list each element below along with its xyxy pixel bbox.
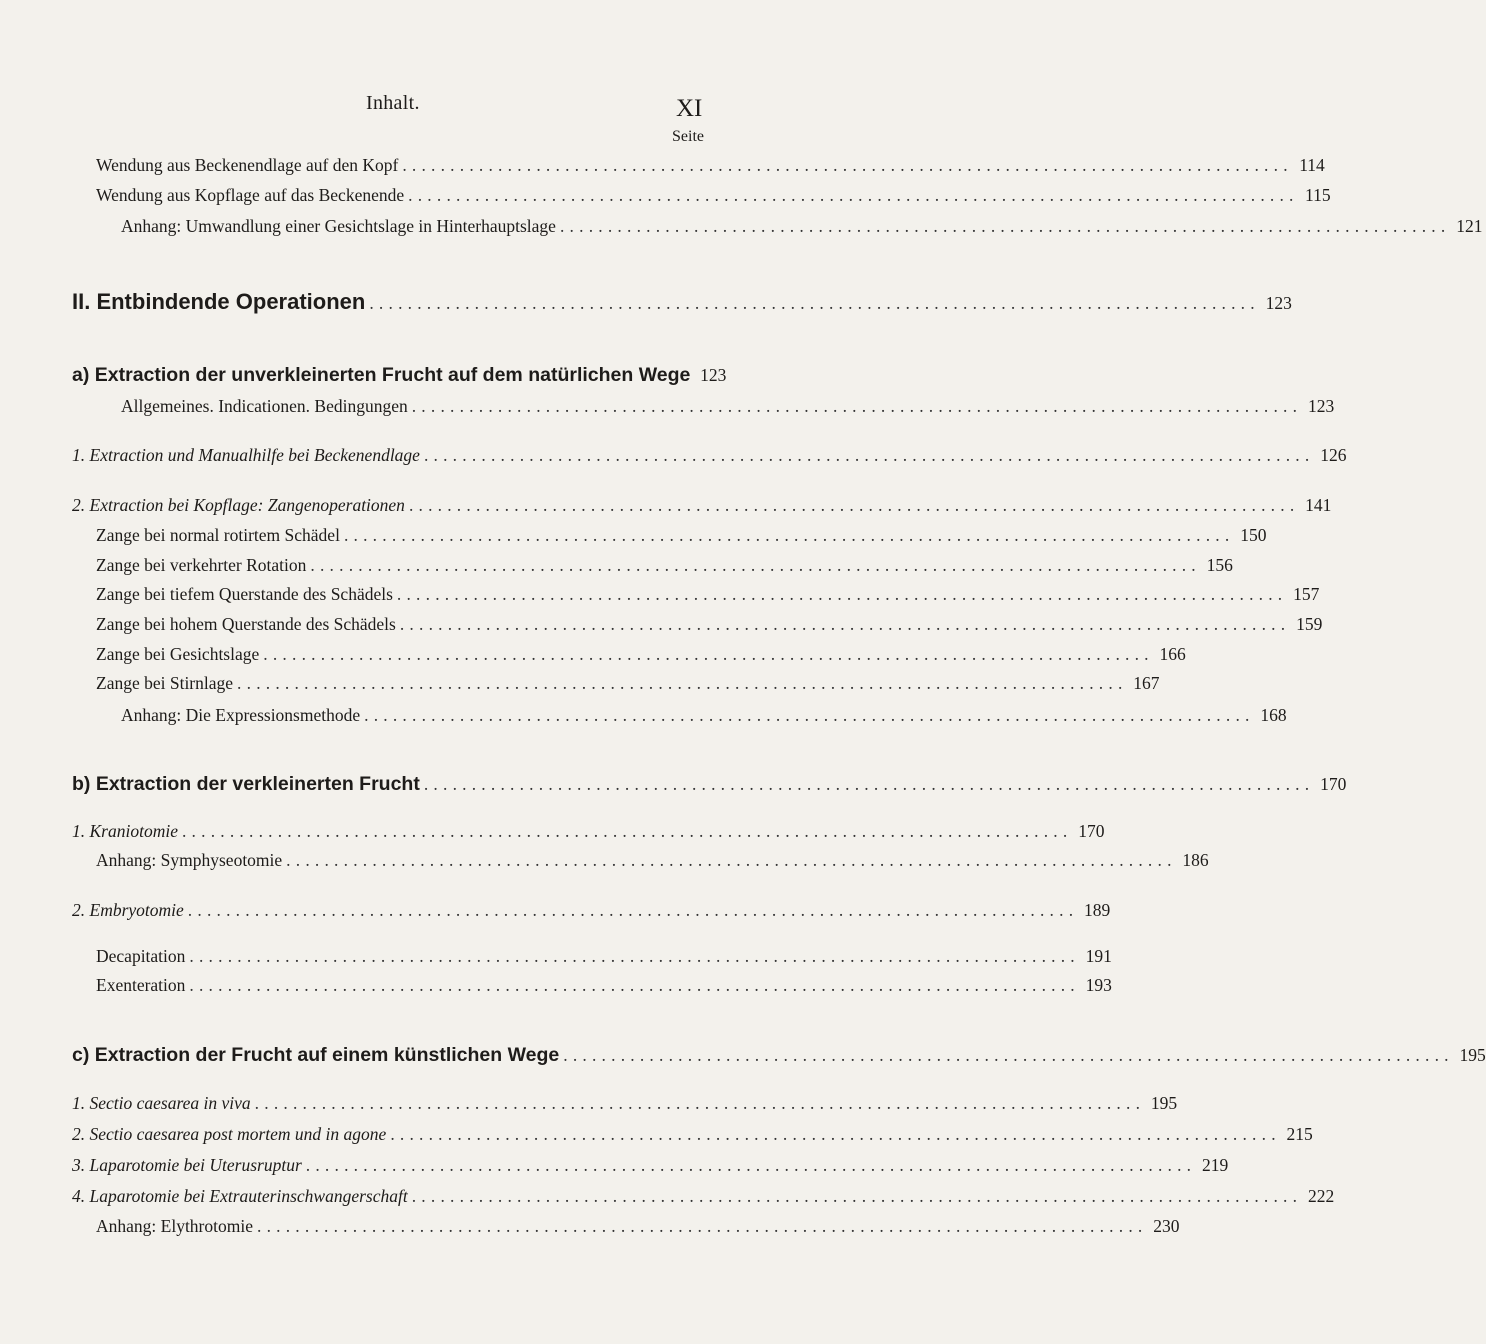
- toc-entry-text: Zange bei verkehrter Rotation: [96, 555, 307, 575]
- dot-leader: .............................................................................................: [411, 396, 1303, 416]
- dot-leader: .............................................................................................: [396, 584, 1288, 604]
- toc-entry-page: 222: [1307, 1186, 1335, 1206]
- dot-leader: .............................................................................................: [310, 555, 1201, 575]
- dot-leader: .............................................................................................: [254, 1093, 1146, 1113]
- dot-leader: .............................................................................................: [343, 525, 1235, 545]
- toc-entry-text: 3. Laparotomie bei Uterusruptur: [72, 1155, 302, 1175]
- toc-entry-page: 114: [1299, 155, 1325, 175]
- toc-entry: [121, 396, 1335, 417]
- toc-entry-page: 215: [1286, 1124, 1313, 1144]
- page-column-label: Seite: [672, 128, 704, 145]
- toc-entry-text: Wendung aus Kopflage auf das Beckenende: [96, 185, 405, 205]
- toc-entry-page: 156: [1206, 555, 1233, 575]
- toc-entry-text: Anhang: Umwandlung einer Gesichtslage in Hinterhauptslage: [121, 216, 556, 236]
- toc-entry-text: a) Extraction der unverkleinerten Frucht auf dem natürlichen Wege: [72, 364, 691, 386]
- dot-leader: .............................................................................................: [563, 1045, 1454, 1065]
- toc-section-heading: [72, 289, 1292, 315]
- dot-leader: .............................................................................................: [305, 1155, 1197, 1175]
- toc-entry-page: 166: [1159, 644, 1186, 664]
- toc-entry-page: 191: [1085, 946, 1112, 966]
- toc-entry: [96, 525, 1267, 546]
- toc-entry: [96, 584, 1320, 605]
- dot-leader: .............................................................................................: [189, 946, 1080, 966]
- toc-entry: [72, 821, 1105, 842]
- toc-entry-text: 1. Sectio caesarea in viva: [72, 1093, 251, 1113]
- toc-entry: [96, 850, 1209, 871]
- toc-entry-page: 121: [1456, 216, 1483, 236]
- dot-leader: .............................................................................................: [408, 185, 1299, 205]
- toc-entry: [96, 975, 1112, 996]
- toc-entry: [72, 495, 1332, 516]
- toc-entry-text: b) Extraction der verkleinerten Frucht: [72, 773, 420, 795]
- dot-leader: .............................................................................................: [189, 975, 1080, 995]
- toc-entry-text: Anhang: Elythrotomie: [96, 1216, 253, 1236]
- toc-entry-page: 168: [1260, 705, 1287, 725]
- toc-entry-page: 123: [1307, 396, 1335, 416]
- toc-entry-text: 2. Embryotomie: [72, 900, 184, 920]
- toc-entry-page: 170: [1078, 821, 1105, 841]
- running-header-title: Inhalt.: [366, 92, 420, 114]
- dot-leader: .............................................................................................: [181, 821, 1073, 841]
- toc-entry: [72, 1093, 1178, 1114]
- toc-entry: [121, 216, 1483, 237]
- toc-entry: [96, 644, 1186, 665]
- toc-entry-page: 219: [1202, 1155, 1229, 1175]
- dot-leader: .............................................................................................: [286, 850, 1177, 870]
- dot-leader: .............................................................................................: [364, 705, 1255, 725]
- toc-entry-text: Zange bei Gesichtslage: [96, 644, 260, 664]
- dot-leader: .............................................................................................: [187, 900, 1079, 920]
- toc-entry-page: 157: [1293, 584, 1320, 604]
- toc-entry-page: 150: [1240, 525, 1267, 545]
- toc-entry: [96, 1216, 1180, 1237]
- toc-entry: [96, 614, 1323, 635]
- toc-entry: [96, 155, 1325, 176]
- toc-entry-text: 1. Kraniotomie: [72, 821, 178, 841]
- dot-leader: .............................................................................................: [390, 1124, 1281, 1144]
- toc-entry: [96, 185, 1331, 206]
- toc-entry-text: 2. Sectio caesarea post mortem und in agone: [72, 1124, 387, 1144]
- dot-leader: .............................................................................................: [423, 445, 1315, 465]
- dot-leader: .............................................................................................: [237, 673, 1128, 693]
- toc-entry-text: Allgemeines. Indicationen. Bedingungen: [121, 396, 408, 416]
- toc-entry-text: Zange bei normal rotirtem Schädel: [96, 525, 340, 545]
- toc-entry: [96, 946, 1112, 967]
- toc-entry-page: 193: [1085, 975, 1112, 995]
- dot-leader: .............................................................................................: [402, 155, 1293, 175]
- toc-entry-page: 123: [1265, 293, 1292, 313]
- toc-entry-text: Zange bei Stirnlage: [96, 673, 234, 693]
- toc-entry-text: Anhang: Symphyseotomie: [96, 850, 283, 870]
- toc-entry: [72, 1155, 1229, 1176]
- toc-entry-text: Zange bei tiefem Querstande des Schädels: [96, 584, 393, 604]
- toc-entry-page: 230: [1153, 1216, 1180, 1236]
- toc-entry-text: Wendung aus Beckenendlage auf den Kopf: [96, 155, 399, 175]
- page-number: XI: [676, 95, 703, 122]
- toc-entry-text: 2. Extraction bei Kopflage: Zangenoperationen: [72, 495, 405, 515]
- toc-entry-page: 167: [1133, 673, 1160, 693]
- toc-entry-page: 186: [1182, 850, 1209, 870]
- dot-leader: .............................................................................................: [408, 495, 1300, 515]
- toc-entry-text: Exenteration: [96, 975, 186, 995]
- dot-leader: .............................................................................................: [423, 774, 1315, 794]
- toc-entry-page: 141: [1305, 495, 1332, 515]
- toc-entry-page: 170: [1320, 774, 1347, 794]
- dot-leader: .............................................................................................: [369, 293, 1260, 313]
- toc-entry: [96, 673, 1160, 694]
- toc-entry-page: 115: [1305, 185, 1331, 205]
- toc-entry: [96, 555, 1233, 576]
- toc-entry: [72, 900, 1111, 921]
- toc-entry-page: 195: [1459, 1045, 1486, 1065]
- toc-entry: [72, 1124, 1313, 1145]
- toc-entry-text: Zange bei hohem Querstande des Schädels: [96, 614, 396, 634]
- toc-entry-text: 4. Laparotomie bei Extrauterinschwangerschaft: [72, 1186, 408, 1206]
- dot-leader: .............................................................................................: [263, 644, 1154, 664]
- toc-entry-page: 189: [1084, 900, 1111, 920]
- toc-entry: [72, 445, 1347, 466]
- dot-leader: .............................................................................................: [257, 1216, 1148, 1236]
- toc-entry: [72, 1186, 1335, 1207]
- dot-leader: .............................................................................................: [399, 614, 1291, 634]
- toc-entry-page: 195: [1150, 1093, 1178, 1113]
- toc-section-heading: [72, 773, 1347, 796]
- toc-entry-text: c) Extraction der Frucht auf einem künstlichen Wege: [72, 1044, 560, 1066]
- dot-leader: .............................................................................................: [411, 1186, 1303, 1206]
- toc-section-heading: [72, 1044, 1486, 1067]
- toc-entry-text: Decapitation: [96, 946, 186, 966]
- toc-entry: [121, 705, 1287, 726]
- toc-entry-text: II. Entbindende Operationen: [72, 289, 366, 314]
- toc-entry-text: Anhang: Die Expressionsmethode: [121, 705, 361, 725]
- toc-entry-text: 1. Extraction und Manualhilfe bei Beckenendlage: [72, 445, 420, 465]
- toc-entry-page: 126: [1320, 445, 1347, 465]
- dot-leader: .............................................................................................: [559, 216, 1451, 236]
- toc-entry-page: 123: [700, 365, 727, 385]
- toc-entry-page: 159: [1296, 614, 1323, 634]
- toc-section-heading: [72, 364, 727, 387]
